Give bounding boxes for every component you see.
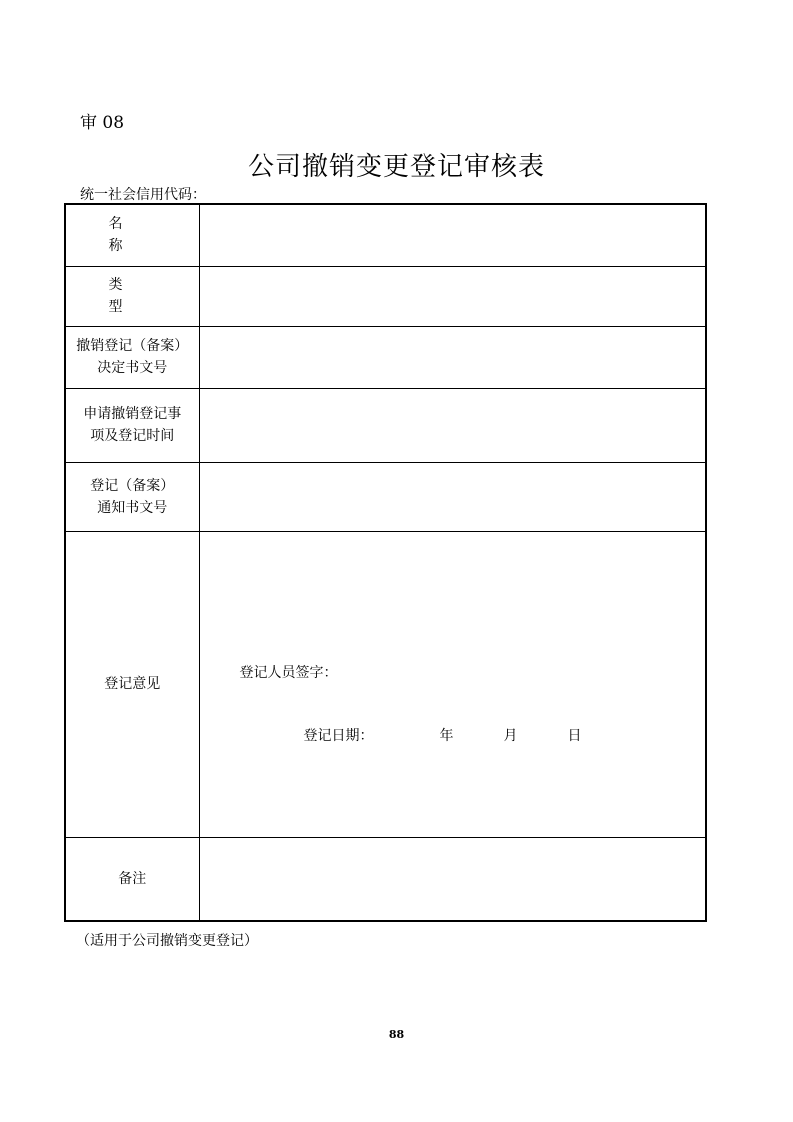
label-line: 撤销登记（备案） xyxy=(76,338,189,354)
page-number: 88 xyxy=(388,1028,405,1041)
type-label-text: 类 型 xyxy=(108,277,204,315)
year-label: 年 xyxy=(439,727,454,744)
label-line: 通知书文号 xyxy=(97,499,168,516)
opinion-label: 登记意见 xyxy=(65,531,199,837)
type-label xyxy=(65,266,204,326)
signature-label: 登记人员签字： xyxy=(239,664,338,681)
table-row xyxy=(65,531,706,837)
application-matter-label xyxy=(65,388,199,462)
application-matter-value[interactable] xyxy=(199,388,706,462)
label-line: 项及登记时间 xyxy=(90,428,175,444)
table-row xyxy=(65,388,706,462)
day-label: 日 xyxy=(567,727,582,744)
footnote: （适用于公司撤销变更登记） xyxy=(76,933,258,949)
month-label: 月 xyxy=(503,727,518,744)
page-title: 公司撤销变更登记审核表 xyxy=(247,152,545,182)
name-label xyxy=(65,204,204,266)
name-label-text: 名 称 xyxy=(108,216,204,255)
label-line: 决定书文号 xyxy=(97,360,168,376)
form-code: 审 08 xyxy=(80,113,125,133)
name-value[interactable] xyxy=(199,204,706,266)
form-table xyxy=(64,203,707,922)
table-row xyxy=(65,266,706,326)
notice-number-label xyxy=(65,462,199,531)
remarks-label: 备注 xyxy=(65,837,199,921)
revocation-decision-label xyxy=(65,326,199,388)
type-value[interactable] xyxy=(199,266,706,326)
table-row xyxy=(65,204,706,266)
credit-code-label: 统一社会信用代码： xyxy=(80,187,206,203)
revocation-decision-value[interactable] xyxy=(199,326,706,388)
notice-number-value[interactable] xyxy=(199,462,706,531)
remarks-value[interactable] xyxy=(199,837,706,921)
table-row xyxy=(65,837,706,921)
date-label: 登记日期： xyxy=(303,727,374,744)
label-line: 登记（备案） xyxy=(90,477,175,494)
table-row xyxy=(65,462,706,531)
opinion-cell[interactable] xyxy=(199,531,706,837)
table-row xyxy=(65,326,706,388)
label-line: 申请撤销登记事 xyxy=(83,406,182,422)
